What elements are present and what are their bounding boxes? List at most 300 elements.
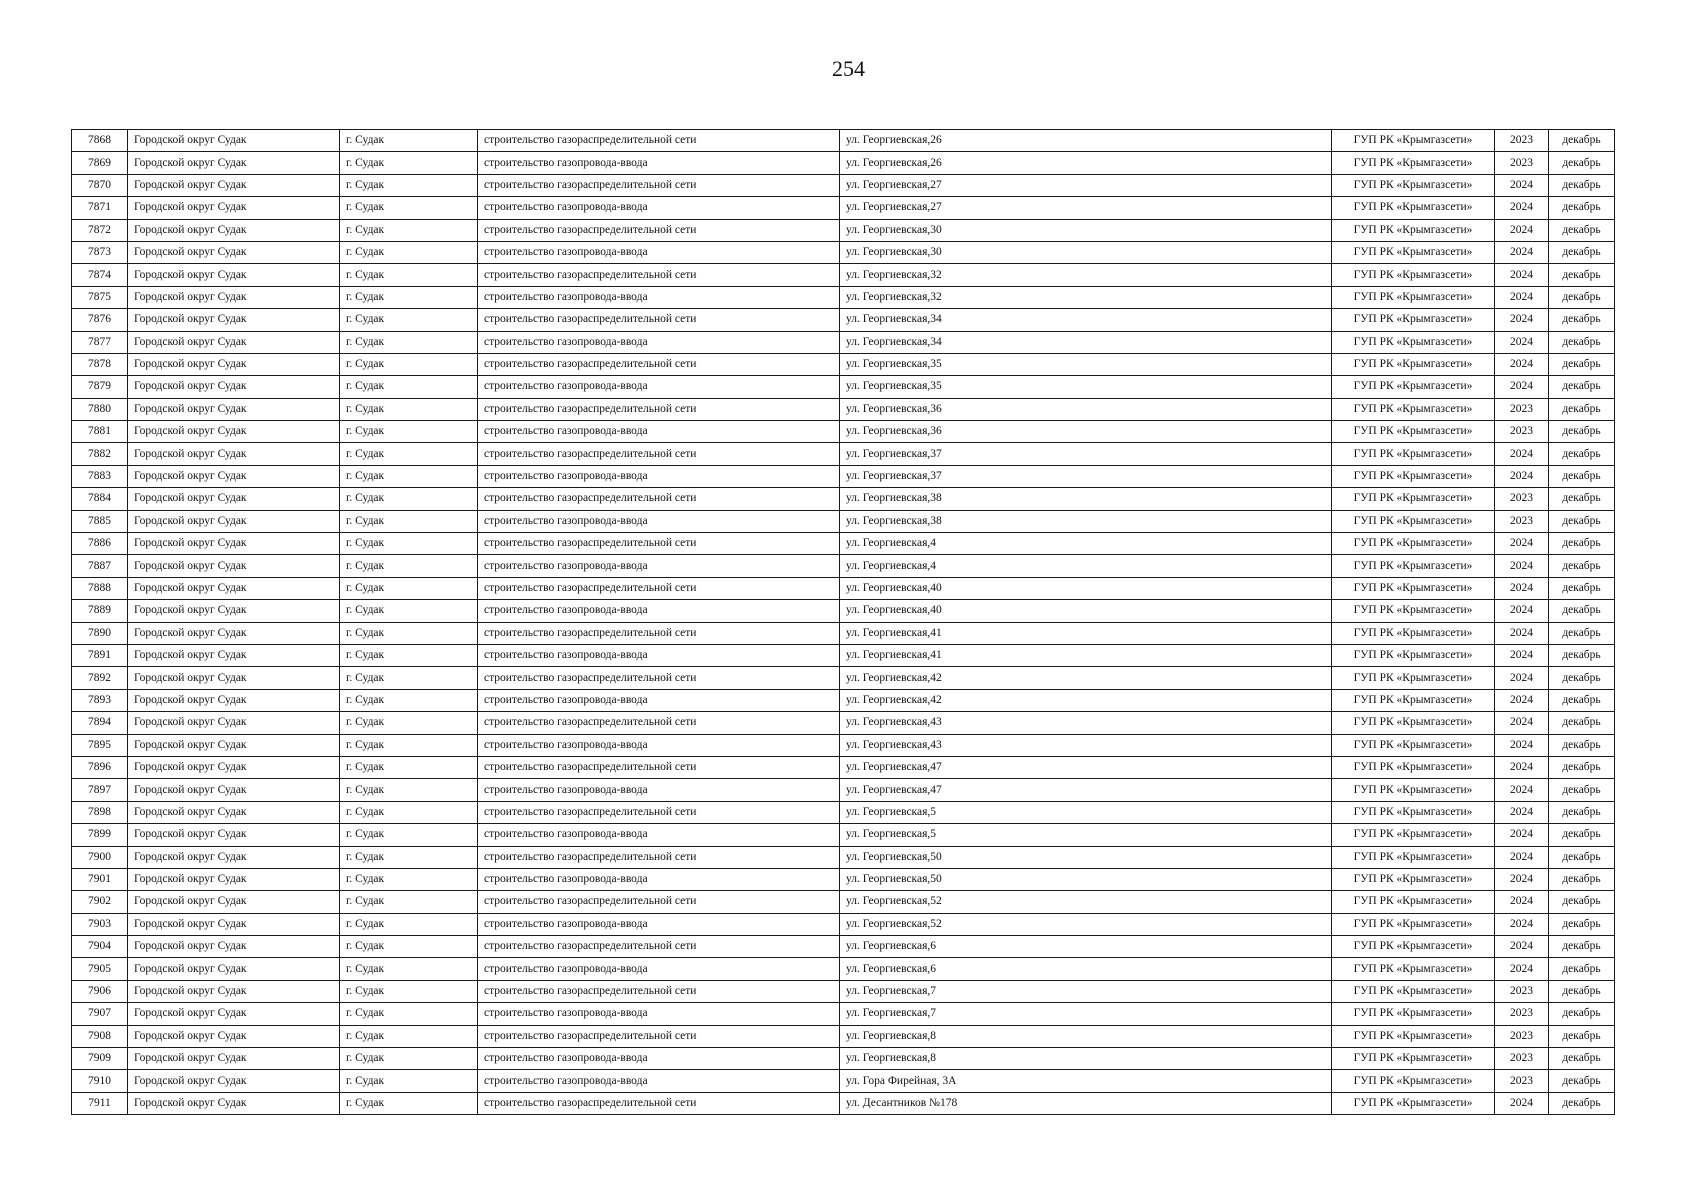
- address-cell: ул. Георгиевская,6: [840, 936, 1332, 958]
- month-cell: декабрь: [1549, 376, 1615, 398]
- city-cell: г. Судак: [340, 353, 478, 375]
- organization-cell: ГУП РК «Крымгазсети»: [1332, 1048, 1495, 1070]
- table-row: [72, 555, 1615, 577]
- organization-cell: ГУП РК «Крымгазсети»: [1332, 331, 1495, 353]
- month-cell: декабрь: [1549, 533, 1615, 555]
- address-cell: ул. Георгиевская,40: [840, 577, 1332, 599]
- district-cell: Городской округ Судак: [128, 174, 340, 196]
- year-cell: 2024: [1495, 936, 1549, 958]
- table-row: [72, 980, 1615, 1002]
- year-cell: 2023: [1495, 510, 1549, 532]
- district-cell: Городской округ Судак: [128, 488, 340, 510]
- year-cell: 2023: [1495, 1070, 1549, 1092]
- organization-cell: ГУП РК «Крымгазсети»: [1332, 689, 1495, 711]
- address-cell: ул. Георгиевская,50: [840, 868, 1332, 890]
- city-cell: г. Судак: [340, 980, 478, 1002]
- work-type-cell: строительство газораспределительной сети: [478, 488, 840, 510]
- city-cell: г. Судак: [340, 756, 478, 778]
- table-row: [72, 801, 1615, 823]
- district-cell: Городской округ Судак: [128, 465, 340, 487]
- year-cell: 2024: [1495, 219, 1549, 241]
- address-cell: ул. Георгиевская,37: [840, 465, 1332, 487]
- month-cell: декабрь: [1549, 1070, 1615, 1092]
- table-row: [72, 443, 1615, 465]
- address-cell: ул. Георгиевская,32: [840, 264, 1332, 286]
- work-type-cell: строительство газораспределительной сети: [478, 801, 840, 823]
- work-type-cell: строительство газопровода-ввода: [478, 779, 840, 801]
- city-cell: г. Судак: [340, 868, 478, 890]
- year-cell: 2023: [1495, 1025, 1549, 1047]
- month-cell: декабрь: [1549, 846, 1615, 868]
- year-cell: 2023: [1495, 398, 1549, 420]
- district-cell: Городской округ Судак: [128, 533, 340, 555]
- work-type-cell: строительство газопровода-ввода: [478, 421, 840, 443]
- work-type-cell: строительство газораспределительной сети: [478, 443, 840, 465]
- table-row: [72, 152, 1615, 174]
- year-cell: 2023: [1495, 488, 1549, 510]
- work-type-cell: строительство газораспределительной сети: [478, 712, 840, 734]
- row-number: 7910: [72, 1070, 128, 1092]
- row-number: 7882: [72, 443, 128, 465]
- address-cell: ул. Георгиевская,36: [840, 421, 1332, 443]
- district-cell: Городской округ Судак: [128, 376, 340, 398]
- city-cell: г. Судак: [340, 667, 478, 689]
- address-cell: ул. Георгиевская,7: [840, 980, 1332, 1002]
- year-cell: 2024: [1495, 846, 1549, 868]
- row-number: 7911: [72, 1092, 128, 1114]
- table-row: [72, 488, 1615, 510]
- address-cell: ул. Георгиевская,30: [840, 241, 1332, 263]
- district-cell: Городской округ Судак: [128, 868, 340, 890]
- organization-cell: ГУП РК «Крымгазсети»: [1332, 152, 1495, 174]
- table-row: [72, 197, 1615, 219]
- table-row: [72, 689, 1615, 711]
- address-cell: ул. Георгиевская,43: [840, 734, 1332, 756]
- organization-cell: ГУП РК «Крымгазсети»: [1332, 1025, 1495, 1047]
- year-cell: 2024: [1495, 533, 1549, 555]
- district-cell: Городской округ Судак: [128, 846, 340, 868]
- table-row: [72, 264, 1615, 286]
- organization-cell: ГУП РК «Крымгазсети»: [1332, 577, 1495, 599]
- table-row: [72, 756, 1615, 778]
- district-cell: Городской округ Судак: [128, 891, 340, 913]
- work-type-cell: строительство газопровода-ввода: [478, 465, 840, 487]
- month-cell: декабрь: [1549, 891, 1615, 913]
- month-cell: декабрь: [1549, 197, 1615, 219]
- row-number: 7900: [72, 846, 128, 868]
- row-number: 7872: [72, 219, 128, 241]
- district-cell: Городской округ Судак: [128, 353, 340, 375]
- month-cell: декабрь: [1549, 488, 1615, 510]
- table-row: [72, 779, 1615, 801]
- work-type-cell: строительство газораспределительной сети: [478, 398, 840, 420]
- row-number: 7897: [72, 779, 128, 801]
- address-cell: ул. Георгиевская,26: [840, 130, 1332, 152]
- row-number: 7876: [72, 309, 128, 331]
- work-type-cell: строительство газораспределительной сети: [478, 756, 840, 778]
- work-type-cell: строительство газопровода-ввода: [478, 197, 840, 219]
- city-cell: г. Судак: [340, 801, 478, 823]
- month-cell: декабрь: [1549, 465, 1615, 487]
- year-cell: 2024: [1495, 622, 1549, 644]
- work-type-cell: строительство газораспределительной сети: [478, 1092, 840, 1114]
- organization-cell: ГУП РК «Крымгазсети»: [1332, 264, 1495, 286]
- work-type-cell: строительство газораспределительной сети: [478, 667, 840, 689]
- district-cell: Городской округ Судак: [128, 331, 340, 353]
- district-cell: Городской округ Судак: [128, 309, 340, 331]
- work-type-cell: строительство газораспределительной сети: [478, 174, 840, 196]
- year-cell: 2023: [1495, 152, 1549, 174]
- address-cell: ул. Георгиевская,6: [840, 958, 1332, 980]
- district-cell: Городской округ Судак: [128, 734, 340, 756]
- month-cell: декабрь: [1549, 734, 1615, 756]
- address-cell: ул. Георгиевская,35: [840, 376, 1332, 398]
- city-cell: г. Судак: [340, 936, 478, 958]
- district-cell: Городской округ Судак: [128, 801, 340, 823]
- organization-cell: ГУП РК «Крымгазсети»: [1332, 174, 1495, 196]
- work-type-cell: строительство газораспределительной сети: [478, 309, 840, 331]
- year-cell: 2024: [1495, 644, 1549, 666]
- address-cell: ул. Георгиевская,47: [840, 779, 1332, 801]
- city-cell: г. Судак: [340, 1092, 478, 1114]
- work-type-cell: строительство газопровода-ввода: [478, 913, 840, 935]
- organization-cell: ГУП РК «Крымгазсети»: [1332, 555, 1495, 577]
- row-number: 7869: [72, 152, 128, 174]
- organization-cell: ГУП РК «Крымгазсети»: [1332, 1003, 1495, 1025]
- district-cell: Городской округ Судак: [128, 667, 340, 689]
- year-cell: 2023: [1495, 130, 1549, 152]
- month-cell: декабрь: [1549, 958, 1615, 980]
- organization-cell: ГУП РК «Крымгазсети»: [1332, 936, 1495, 958]
- month-cell: декабрь: [1549, 510, 1615, 532]
- month-cell: декабрь: [1549, 309, 1615, 331]
- year-cell: 2024: [1495, 779, 1549, 801]
- row-number: 7871: [72, 197, 128, 219]
- city-cell: г. Судак: [340, 689, 478, 711]
- address-cell: ул. Георгиевская,52: [840, 913, 1332, 935]
- city-cell: г. Судак: [340, 286, 478, 308]
- city-cell: г. Судак: [340, 421, 478, 443]
- organization-cell: ГУП РК «Крымгазсети»: [1332, 286, 1495, 308]
- work-type-cell: строительство газораспределительной сети: [478, 846, 840, 868]
- table-row: [72, 130, 1615, 152]
- row-number: 7877: [72, 331, 128, 353]
- work-type-cell: строительство газопровода-ввода: [478, 958, 840, 980]
- work-type-cell: строительство газораспределительной сети: [478, 936, 840, 958]
- month-cell: декабрь: [1549, 219, 1615, 241]
- row-number: 7880: [72, 398, 128, 420]
- month-cell: декабрь: [1549, 868, 1615, 890]
- work-type-cell: строительство газопровода-ввода: [478, 1070, 840, 1092]
- work-type-cell: строительство газопровода-ввода: [478, 555, 840, 577]
- row-number: 7870: [72, 174, 128, 196]
- work-type-cell: строительство газораспределительной сети: [478, 533, 840, 555]
- work-type-cell: строительство газопровода-ввода: [478, 286, 840, 308]
- row-number: 7888: [72, 577, 128, 599]
- district-cell: Городской округ Судак: [128, 936, 340, 958]
- work-type-cell: строительство газораспределительной сети: [478, 980, 840, 1002]
- row-number: 7898: [72, 801, 128, 823]
- address-cell: ул. Георгиевская,52: [840, 891, 1332, 913]
- address-cell: ул. Георгиевская,7: [840, 1003, 1332, 1025]
- organization-cell: ГУП РК «Крымгазсети»: [1332, 510, 1495, 532]
- table-row: [72, 174, 1615, 196]
- city-cell: г. Судак: [340, 913, 478, 935]
- address-cell: ул. Гора Фирейная, 3А: [840, 1070, 1332, 1092]
- page-number: 254: [832, 56, 865, 81]
- district-cell: Городской округ Судак: [128, 689, 340, 711]
- district-cell: Городской округ Судак: [128, 443, 340, 465]
- table-row: [72, 667, 1615, 689]
- table-row: [72, 331, 1615, 353]
- city-cell: г. Судак: [340, 779, 478, 801]
- year-cell: 2024: [1495, 197, 1549, 219]
- address-cell: ул. Георгиевская,4: [840, 533, 1332, 555]
- address-cell: ул. Георгиевская,8: [840, 1048, 1332, 1070]
- city-cell: г. Судак: [340, 1048, 478, 1070]
- district-cell: Городской округ Судак: [128, 197, 340, 219]
- district-cell: Городской округ Судак: [128, 1025, 340, 1047]
- organization-cell: ГУП РК «Крымгазсети»: [1332, 376, 1495, 398]
- organization-cell: ГУП РК «Крымгазсети»: [1332, 913, 1495, 935]
- city-cell: г. Судак: [340, 465, 478, 487]
- month-cell: декабрь: [1549, 667, 1615, 689]
- organization-cell: ГУП РК «Крымгазсети»: [1332, 801, 1495, 823]
- year-cell: 2024: [1495, 600, 1549, 622]
- year-cell: 2024: [1495, 465, 1549, 487]
- table-row: [72, 219, 1615, 241]
- city-cell: г. Судак: [340, 644, 478, 666]
- month-cell: декабрь: [1549, 286, 1615, 308]
- organization-cell: ГУП РК «Крымгазсети»: [1332, 734, 1495, 756]
- city-cell: г. Судак: [340, 1025, 478, 1047]
- year-cell: 2024: [1495, 241, 1549, 263]
- organization-cell: ГУП РК «Крымгазсети»: [1332, 891, 1495, 913]
- city-cell: г. Судак: [340, 577, 478, 599]
- organization-cell: ГУП РК «Крымгазсети»: [1332, 824, 1495, 846]
- work-type-cell: строительство газопровода-ввода: [478, 644, 840, 666]
- district-cell: Городской округ Судак: [128, 577, 340, 599]
- district-cell: Городской округ Судак: [128, 644, 340, 666]
- address-cell: ул. Георгиевская,5: [840, 824, 1332, 846]
- district-cell: Городской округ Судак: [128, 779, 340, 801]
- month-cell: декабрь: [1549, 398, 1615, 420]
- address-cell: ул. Георгиевская,34: [840, 309, 1332, 331]
- district-cell: Городской округ Судак: [128, 152, 340, 174]
- work-type-cell: строительство газораспределительной сети: [478, 353, 840, 375]
- year-cell: 2023: [1495, 980, 1549, 1002]
- address-cell: ул. Георгиевская,41: [840, 644, 1332, 666]
- year-cell: 2023: [1495, 421, 1549, 443]
- year-cell: 2024: [1495, 712, 1549, 734]
- row-number: 7893: [72, 689, 128, 711]
- month-cell: декабрь: [1549, 331, 1615, 353]
- year-cell: 2024: [1495, 174, 1549, 196]
- address-cell: ул. Георгиевская,35: [840, 353, 1332, 375]
- row-number: 7874: [72, 264, 128, 286]
- row-number: 7878: [72, 353, 128, 375]
- table-row: [72, 309, 1615, 331]
- year-cell: 2024: [1495, 264, 1549, 286]
- year-cell: 2024: [1495, 868, 1549, 890]
- city-cell: г. Судак: [340, 1070, 478, 1092]
- row-number: 7896: [72, 756, 128, 778]
- district-cell: Городской округ Судак: [128, 712, 340, 734]
- row-number: 7892: [72, 667, 128, 689]
- table-row: [72, 622, 1615, 644]
- month-cell: декабрь: [1549, 577, 1615, 599]
- city-cell: г. Судак: [340, 555, 478, 577]
- address-cell: ул. Георгиевская,42: [840, 667, 1332, 689]
- work-type-cell: строительство газораспределительной сети: [478, 577, 840, 599]
- month-cell: декабрь: [1549, 936, 1615, 958]
- city-cell: г. Судак: [340, 510, 478, 532]
- month-cell: декабрь: [1549, 801, 1615, 823]
- month-cell: декабрь: [1549, 1025, 1615, 1047]
- table-row: [72, 1025, 1615, 1047]
- table-row: [72, 241, 1615, 263]
- row-number: 7873: [72, 241, 128, 263]
- table-row: [72, 398, 1615, 420]
- organization-cell: ГУП РК «Крымгазсети»: [1332, 443, 1495, 465]
- year-cell: 2024: [1495, 555, 1549, 577]
- month-cell: декабрь: [1549, 421, 1615, 443]
- city-cell: г. Судак: [340, 824, 478, 846]
- city-cell: г. Судак: [340, 264, 478, 286]
- year-cell: 2024: [1495, 309, 1549, 331]
- organization-cell: ГУП РК «Крымгазсети»: [1332, 1070, 1495, 1092]
- work-type-cell: строительство газораспределительной сети: [478, 264, 840, 286]
- month-cell: декабрь: [1549, 130, 1615, 152]
- address-cell: ул. Георгиевская,40: [840, 600, 1332, 622]
- district-cell: Городской округ Судак: [128, 824, 340, 846]
- district-cell: Городской округ Судак: [128, 555, 340, 577]
- table-row: [72, 936, 1615, 958]
- gasification-table: [71, 129, 1615, 1115]
- address-cell: ул. Георгиевская,41: [840, 622, 1332, 644]
- table-row: [72, 286, 1615, 308]
- work-type-cell: строительство газораспределительной сети: [478, 1025, 840, 1047]
- work-type-cell: строительство газопровода-ввода: [478, 1048, 840, 1070]
- row-number: 7883: [72, 465, 128, 487]
- organization-cell: ГУП РК «Крымгазсети»: [1332, 958, 1495, 980]
- organization-cell: ГУП РК «Крымгазсети»: [1332, 644, 1495, 666]
- work-type-cell: строительство газораспределительной сети: [478, 622, 840, 644]
- address-cell: ул. Георгиевская,26: [840, 152, 1332, 174]
- organization-cell: ГУП РК «Крымгазсети»: [1332, 667, 1495, 689]
- year-cell: 2024: [1495, 734, 1549, 756]
- month-cell: декабрь: [1549, 712, 1615, 734]
- organization-cell: ГУП РК «Крымгазсети»: [1332, 846, 1495, 868]
- table-row: [72, 913, 1615, 935]
- address-cell: ул. Георгиевская,5: [840, 801, 1332, 823]
- organization-cell: ГУП РК «Крымгазсети»: [1332, 1092, 1495, 1114]
- table-row: [72, 1048, 1615, 1070]
- month-cell: декабрь: [1549, 600, 1615, 622]
- year-cell: 2024: [1495, 443, 1549, 465]
- year-cell: 2024: [1495, 801, 1549, 823]
- table-row: [72, 533, 1615, 555]
- month-cell: декабрь: [1549, 644, 1615, 666]
- city-cell: г. Судак: [340, 712, 478, 734]
- organization-cell: ГУП РК «Крымгазсети»: [1332, 465, 1495, 487]
- address-cell: ул. Георгиевская,27: [840, 197, 1332, 219]
- month-cell: декабрь: [1549, 689, 1615, 711]
- address-cell: ул. Десантников №178: [840, 1092, 1332, 1114]
- row-number: 7875: [72, 286, 128, 308]
- month-cell: декабрь: [1549, 756, 1615, 778]
- year-cell: 2023: [1495, 1003, 1549, 1025]
- organization-cell: ГУП РК «Крымгазсети»: [1332, 130, 1495, 152]
- city-cell: г. Судак: [340, 1003, 478, 1025]
- table-row: [72, 600, 1615, 622]
- row-number: 7891: [72, 644, 128, 666]
- table-row: [72, 353, 1615, 375]
- organization-cell: ГУП РК «Крымгазсети»: [1332, 868, 1495, 890]
- address-cell: ул. Георгиевская,4: [840, 555, 1332, 577]
- organization-cell: ГУП РК «Крымгазсети»: [1332, 241, 1495, 263]
- row-number: 7904: [72, 936, 128, 958]
- organization-cell: ГУП РК «Крымгазсети»: [1332, 197, 1495, 219]
- table-row: [72, 644, 1615, 666]
- table-row: [72, 1003, 1615, 1025]
- district-cell: Городской округ Судак: [128, 958, 340, 980]
- organization-cell: ГУП РК «Крымгазсети»: [1332, 712, 1495, 734]
- row-number: 7907: [72, 1003, 128, 1025]
- work-type-cell: строительство газопровода-ввода: [478, 734, 840, 756]
- district-cell: Городской округ Судак: [128, 1092, 340, 1114]
- month-cell: декабрь: [1549, 174, 1615, 196]
- work-type-cell: строительство газопровода-ввода: [478, 824, 840, 846]
- city-cell: г. Судак: [340, 152, 478, 174]
- organization-cell: ГУП РК «Крымгазсети»: [1332, 980, 1495, 1002]
- row-number: 7885: [72, 510, 128, 532]
- work-type-cell: строительство газопровода-ввода: [478, 241, 840, 263]
- city-cell: г. Судак: [340, 846, 478, 868]
- year-cell: 2024: [1495, 376, 1549, 398]
- address-cell: ул. Георгиевская,27: [840, 174, 1332, 196]
- organization-cell: ГУП РК «Крымгазсети»: [1332, 622, 1495, 644]
- organization-cell: ГУП РК «Крымгазсети»: [1332, 421, 1495, 443]
- work-type-cell: строительство газораспределительной сети: [478, 130, 840, 152]
- district-cell: Городской округ Судак: [128, 510, 340, 532]
- work-type-cell: строительство газопровода-ввода: [478, 689, 840, 711]
- district-cell: Городской округ Судак: [128, 219, 340, 241]
- row-number: 7905: [72, 958, 128, 980]
- month-cell: декабрь: [1549, 913, 1615, 935]
- district-cell: Городской округ Судак: [128, 1048, 340, 1070]
- address-cell: ул. Георгиевская,42: [840, 689, 1332, 711]
- district-cell: Городской округ Судак: [128, 130, 340, 152]
- table-body: [72, 130, 1615, 1115]
- district-cell: Городской округ Судак: [128, 264, 340, 286]
- address-cell: ул. Георгиевская,37: [840, 443, 1332, 465]
- address-cell: ул. Георгиевская,30: [840, 219, 1332, 241]
- address-cell: ул. Георгиевская,8: [840, 1025, 1332, 1047]
- work-type-cell: строительство газопровода-ввода: [478, 376, 840, 398]
- address-cell: ул. Георгиевская,38: [840, 488, 1332, 510]
- city-cell: г. Судак: [340, 241, 478, 263]
- year-cell: 2024: [1495, 577, 1549, 599]
- row-number: 7901: [72, 868, 128, 890]
- table-row: [72, 465, 1615, 487]
- city-cell: г. Судак: [340, 891, 478, 913]
- year-cell: 2024: [1495, 689, 1549, 711]
- month-cell: декабрь: [1549, 264, 1615, 286]
- district-cell: Городской округ Судак: [128, 1070, 340, 1092]
- address-cell: ул. Георгиевская,32: [840, 286, 1332, 308]
- month-cell: декабрь: [1549, 555, 1615, 577]
